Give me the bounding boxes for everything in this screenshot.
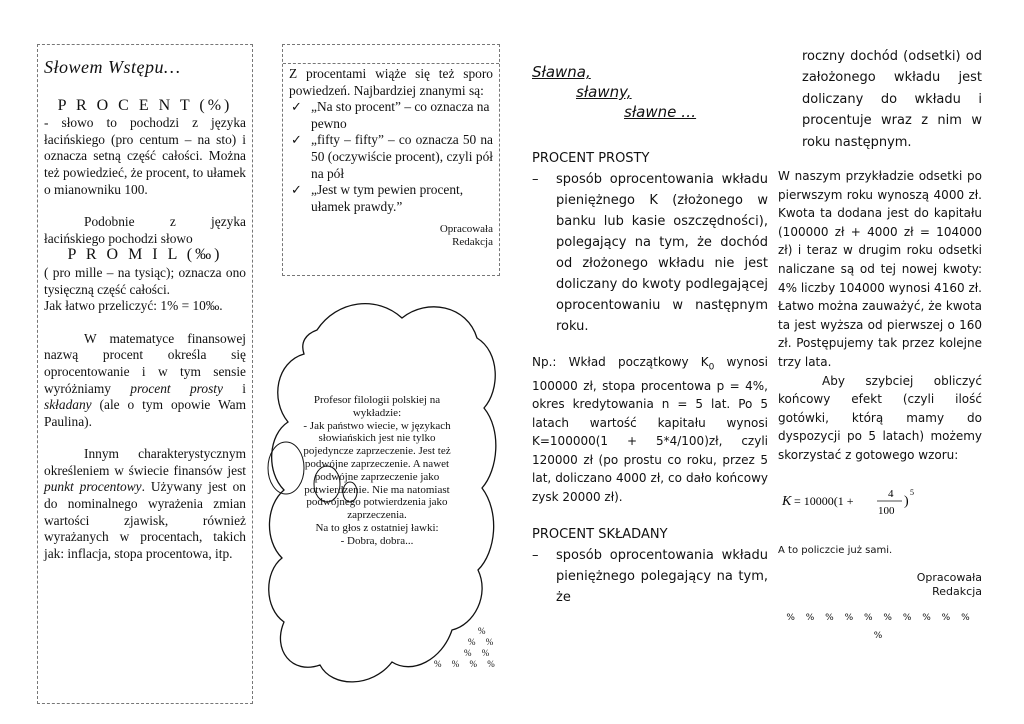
formula-exponent: 5: [910, 487, 914, 497]
formula-paren: ): [904, 493, 909, 509]
saying-item: [289, 99, 493, 132]
sayings-box: [282, 44, 500, 276]
text-span: . Używany jest on do nominalnego wyrażenia zmian wartości zjawisk, również wyrażanych w procentach, takich jak: inflacja, stopa procentowa, itp.: [44, 479, 246, 561]
promil-conversion: Jak łatwo przeliczyć: 1% = 10‰.: [44, 298, 223, 314]
definition-text: sposób oprocentowania wkładu pieniężnego K (złożonego w banku lub kasie oszczędności), polegający na tym, że dochód od złożonego wkładu nie jest doliczany do kwoty podlegającej oprocentowaniu w następnym roku.: [556, 172, 768, 334]
interest-column: [532, 62, 768, 608]
saying-text: „Na sto procent” – co oznacza na pewno: [311, 99, 490, 131]
title-line: sławny,: [576, 83, 632, 101]
column-title: Słowem Wstępu…: [44, 57, 181, 77]
joke-text: Profesor filologii polskiej na wykładzie: - Jak państwo wiecie, w językach słowiańskich jest nie tylko pojedyncze zaprzeczenie. Jest też podwójne zaprzeczenie. A nawet podwójne zaprzeczenie jako potwierdzenie. Nie ma natomiast podwójnego potwierdzenia jako zaprzeczenia. Na to głos z ostatniej ławki: - Dobra, dobra...: [303, 394, 451, 547]
percent-ornament: % % % % % % % % % % %: [786, 612, 974, 642]
compound-definition-continued: roczny dochód (odsetki) od założonego wkładu jest doliczany do wkładu i procentuje wraz z nim w roku następnym.: [802, 49, 982, 150]
title-line: Sławna,: [532, 63, 591, 81]
signature-line: Opracowała: [439, 223, 493, 236]
dash-bullet: –: [532, 172, 539, 187]
saying-item: [289, 182, 493, 215]
saying-text: „fifty – fifty” – co oznacza 50 na 50 (oczywiście procent), czyli pół na pół: [311, 132, 493, 181]
percent-ornament: % %: [464, 648, 494, 658]
signature: [778, 571, 982, 599]
checkmark-icon: ✓: [291, 99, 302, 115]
signature-line: Redakcja: [932, 584, 982, 598]
financial-paragraph: [44, 331, 246, 431]
signature-line: Opracowała: [916, 570, 982, 584]
italic-term: procent prosty: [130, 380, 223, 396]
title-line: sławne …: [624, 103, 697, 121]
simple-interest-heading: PROCENT PROSTY: [532, 151, 650, 166]
definition-text: sposób oprocentowania wkładu pieniężnego polegający na tym, że: [556, 548, 768, 606]
sayings-intro: Z procentami wiąże się też sporo powiedzeń. Najbardziej znanymi są:: [289, 66, 493, 98]
percent-ornament: % % % %: [434, 659, 499, 669]
dash-bullet: –: [532, 548, 539, 564]
simple-interest-example: [532, 353, 768, 506]
box-header-stripe: [283, 45, 499, 64]
column-title: [532, 62, 768, 122]
procent-definition: - słowo to pochodzi z języka łacińskiego (pro centum – na sto) i oznacza setną część całości. Można też powiedzieć, że procent, to ułamek o mianowniku 100.: [44, 115, 246, 197]
compound-formula: [778, 481, 982, 521]
formula-numerator: 4: [888, 487, 894, 500]
signature: [289, 223, 493, 249]
text-span: (ale o tym opowie Wam Paulina).: [44, 397, 246, 429]
text-span: i: [222, 380, 246, 396]
text-span: wynosi 100000 zł, stopa procentowa p = 4%, okres kredytowania n = 5 lat. Po 5 latach wartość kapitału wynosi K=100000(1 + 5*4/100)zł, czyli 120000 zł (po prostu co roku, przez 5 lat, doliczano 4000 zł, co dało końcowy zysk 20000 zł).: [532, 355, 769, 504]
promil-intro: Podobnie z języka łacińskiego pochodzi słowo: [44, 214, 246, 246]
signature-line: Redakcja: [452, 236, 493, 249]
text-span: Np.: Wkład początkowy K: [532, 355, 709, 369]
formula-intro: Aby szybciej obliczyć końcowy efekt (czyli ilość gotówki, którą mamy do dyspozycji po 5 latach) możemy skorzystać z gotowego wzoru:: [778, 373, 982, 462]
compound-interest-heading: PROCENT SKŁADANY: [532, 527, 668, 543]
saying-item: [289, 132, 493, 182]
formula-text: = 10000(1 +: [794, 493, 854, 508]
italic-term: składany: [44, 397, 92, 413]
subscript: 0: [708, 362, 715, 373]
percent-ornament: % %: [468, 637, 498, 647]
checkmark-icon: ✓: [291, 132, 302, 148]
promil-heading: P R O M I L (‰): [67, 246, 223, 264]
compound-column: [778, 46, 982, 646]
text-span: Innym charakterystycznym określeniem w świecie finansów jest: [44, 446, 246, 478]
closing-note: A to policzcie już sami.: [778, 545, 893, 557]
sayings-list: [289, 99, 493, 215]
compound-interest-definition: [532, 545, 768, 608]
percentage-point-paragraph: [44, 446, 246, 562]
formula-denominator: 100: [878, 504, 895, 517]
checkmark-icon: ✓: [291, 182, 302, 198]
percent-ornament: %: [478, 626, 490, 636]
compound-example: W naszym przykładzie odsetki po pierwszym roku wynoszą 4000 zł. Kwota ta dodana jest do kapitału (100000 zł + 4000 zł = 104000 zł) i teraz w drugim roku odsetki naliczane są od tej nowej kwoty: 4% liczby 104000 wynosi 4160 zł. Łatwo można zauważyć, że kwota ta jest wyższa od pierwszej o 160 zł. Postępujemy tak przez kolejne trzy lata.: [778, 169, 982, 369]
simple-interest-definition: [532, 169, 768, 337]
promil-definition: ( pro mille – na tysiąc); oznacza ono tysięczną część całości.: [44, 264, 246, 297]
saying-text: „Jest w tym pewien procent, ułamek prawdy.”: [311, 182, 464, 214]
intro-column: [37, 44, 253, 704]
text-span: W matematyce finansowej nazwą procent określa się oprocentowanie i w tym sensie wyróżniamy: [44, 330, 246, 396]
italic-term: punkt procentowy: [44, 479, 142, 495]
procent-heading: P R O C E N T (%): [57, 96, 233, 114]
formula-variable: K: [782, 493, 792, 509]
